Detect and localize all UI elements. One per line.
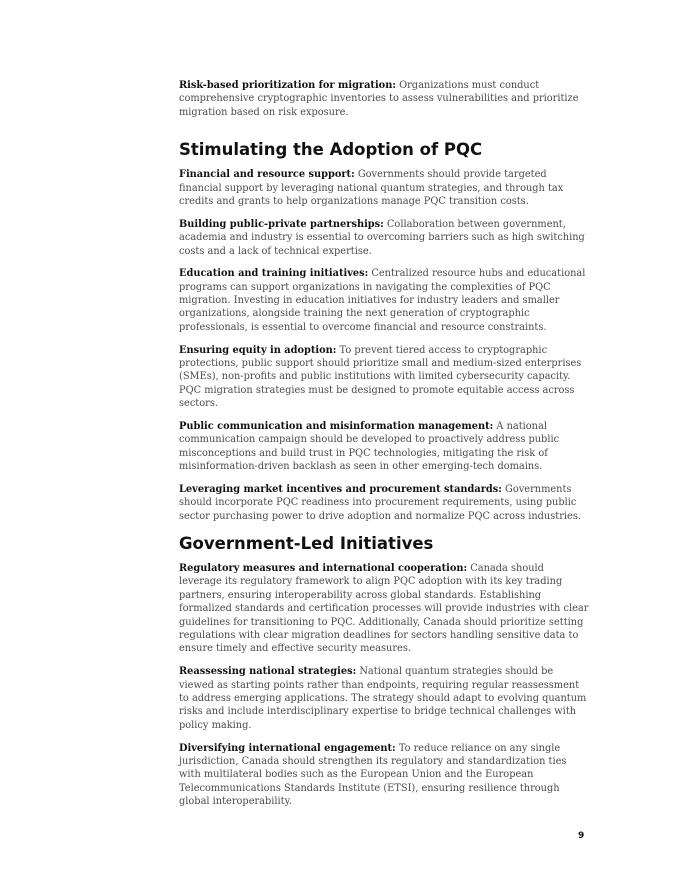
paragraph-lead: Leveraging market incentives and procurement standards: — [179, 483, 502, 495]
paragraph-text: Centralized resource hubs and educational programs can support organizations in navigating the complexities of PQC migration. Investing in education initiatives for industry leaders and smaller organizations, alongside training the next generation of cryptographic professionals, is essential to overcome financial and resource constraints. — [179, 268, 586, 333]
paragraph-education — [179, 267, 589, 334]
paragraph-international-engagement — [179, 742, 589, 809]
paragraph-text: National quantum strategies should be viewed as starting points rather than endpoints, requiring regular reassessment to address emerging applications. The strategy should adapt to evolving quantum risks and include interdisciplinary expertise to bridge technical challenges with policy making. — [179, 666, 587, 731]
paragraph-lead: Financial and resource support: — [179, 169, 355, 181]
paragraph-risk-prioritization — [179, 79, 589, 119]
section-heading-government: Government-Led Initiatives — [179, 534, 434, 554]
paragraph-lead: Regulatory measures and international cooperation: — [179, 563, 468, 575]
paragraph-text: A national communication campaign should be developed to proactively address public misconceptions and build trust in PQC technologies, mitigating the risk of misinformation-driven backlash as seen in other emerging-tech domains. — [179, 420, 560, 473]
paragraph-market-incentives — [179, 483, 589, 523]
paragraph-lead: Diversifying international engagement: — [179, 742, 396, 754]
paragraph-communication — [179, 420, 589, 474]
section-heading-adoption: Stimulating the Adoption of PQC — [179, 140, 483, 160]
paragraph-national-strategies — [179, 665, 589, 732]
paragraph-text: Canada should leverage its regulatory framework to align PQC adoption with its key trading partners, ensuring interoperability across global standards. Establishing formalized standards and certification processes will provide industries with clear guidelines for transitioning to PQC. Additionally, Canada should prioritize setting regulations with clear migration deadlines for sectors handling sensitive data to ensure timely and effective security measures. — [179, 563, 589, 655]
paragraph-text: Governments should incorporate PQC readiness into procurement requirements, using public sector purchasing power to drive adoption and normalize PQC across industries. — [179, 483, 581, 522]
page-content — [179, 79, 589, 818]
paragraph-lead: Building public-private partnerships: — [179, 218, 384, 230]
paragraph-text: To prevent tiered access to cryptographic protections, public support should prioritize small and medium-sized enterprises (SMEs), non-profits and public institutions with limited cybersecurity capacity. PQC migration strategies must be designed to promote equitable access across sectors. — [179, 344, 582, 410]
paragraph-equity — [179, 344, 589, 411]
paragraph-lead: Reassessing national strategies: — [179, 666, 357, 678]
paragraph-lead: Education and training initiatives: — [179, 268, 369, 280]
page-number: 9 — [578, 831, 585, 841]
paragraph-lead: Risk-based prioritization for migration: — [179, 80, 396, 91]
paragraph-text: To reduce reliance on any single jurisdiction, Canada should strengthen its regulatory and standardization ties with multilateral bodies such as the European Union and the European Telecommunications Standards Institute (ETSI), ensuring resilience through global interoperability. — [179, 742, 567, 808]
paragraph-text: Organizations must conduct comprehensive cryptographic inventories to assess vulnerabilities and prioritize migration based on risk exposure. — [179, 80, 579, 118]
paragraph-regulatory-measures — [179, 562, 589, 656]
paragraph-lead: Ensuring equity in adoption: — [179, 344, 337, 356]
paragraph-text: Governments should provide targeted financial support by leveraging national quantum strategies, and through tax credits and grants to help organizations manage PQC transition costs. — [179, 169, 564, 208]
paragraph-text: Collaboration between government, academia and industry is essential to overcoming barriers such as high switching costs and a lack of technical expertise. — [179, 218, 585, 257]
paragraph-partnerships — [179, 218, 589, 258]
paragraph-financial-support — [179, 168, 589, 208]
paragraph-lead: Public communication and misinformation management: — [179, 420, 494, 432]
